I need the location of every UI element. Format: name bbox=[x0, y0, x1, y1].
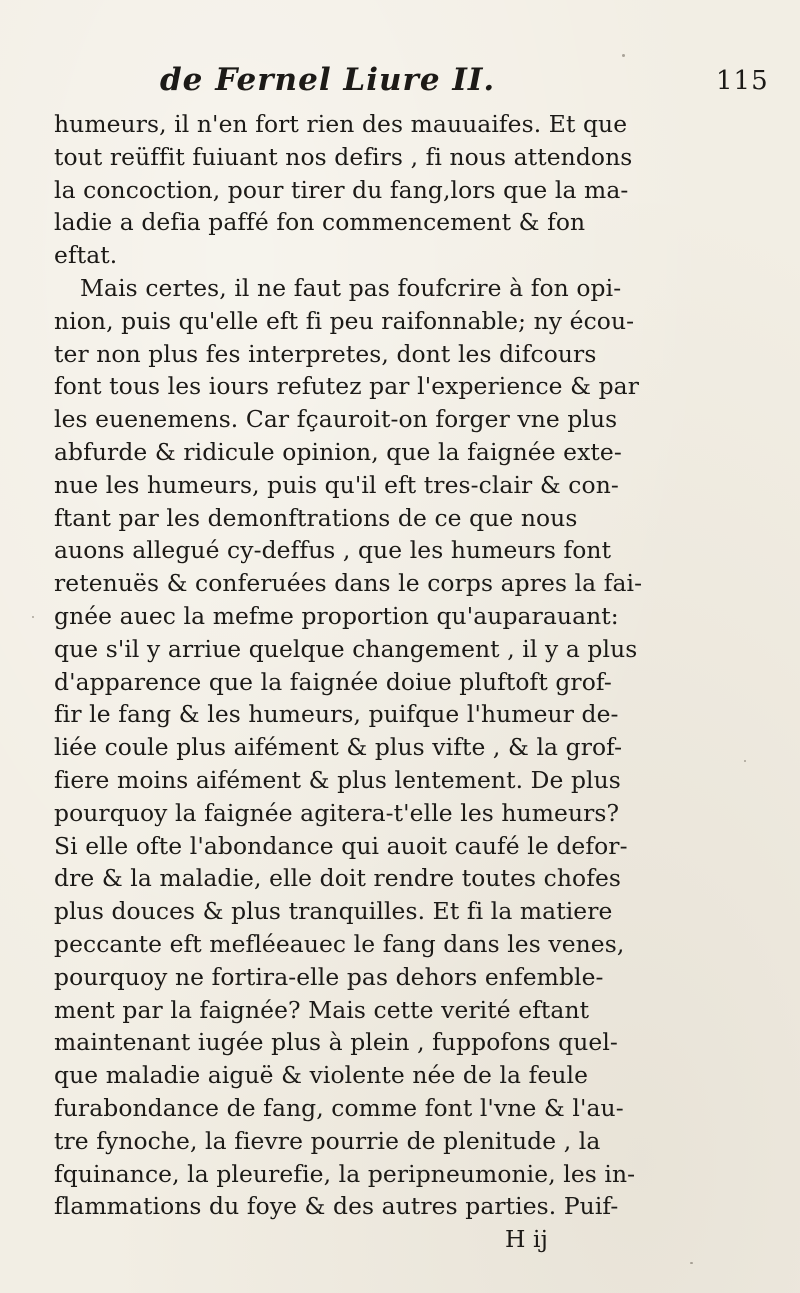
text-line: fquinance, la pleurefie, la peripneumonie, les in- bbox=[54, 1159, 636, 1188]
text-line: les euenemens. Car fçauroit-on forger vne plus bbox=[54, 405, 618, 434]
text-line: maintenant iugée plus à plein , fuppofons quel- bbox=[54, 1028, 618, 1057]
text-line: que s'il y arriue quelque changement , il y a plus bbox=[54, 634, 638, 663]
text-line: pourquoy la faignée agitera-t'elle les humeurs? bbox=[54, 798, 620, 827]
text-line: que maladie aiguë & violente née de la feule bbox=[54, 1061, 589, 1090]
text-line: peccante eft mefléeauec le fang dans les venes, bbox=[54, 929, 625, 958]
text-line: ment par la faignée? Mais cette verité eftant bbox=[54, 995, 590, 1024]
text-line: Si elle ofte l'abondance qui auoit caufé le defor- bbox=[54, 831, 628, 860]
text-line: auons allegué cy-deffus , que les humeurs font bbox=[54, 536, 612, 565]
signature-mark: H ij bbox=[505, 1225, 548, 1254]
text-line: fir le fang & les humeurs, puifque l'humeur de- bbox=[54, 700, 619, 729]
paper-speck bbox=[622, 54, 625, 57]
paper-speck bbox=[744, 760, 746, 762]
text-line: ladie a defia paffé fon commencement & fon bbox=[54, 208, 586, 237]
paper-speck bbox=[32, 616, 34, 618]
text-line: furabondance de fang, comme font l'vne & l'au- bbox=[54, 1093, 624, 1122]
text-line: ftant par les demonftrations de ce que nous bbox=[54, 503, 578, 532]
text-line: dre & la maladie, elle doit rendre toutes chofes bbox=[54, 864, 622, 893]
text-line: fiere moins aifément & plus lentement. De plus bbox=[54, 765, 621, 794]
text-line: gnée auec la mefme proportion qu'auparauant: bbox=[54, 601, 619, 630]
text-line: tre fynoche, la fievre pourrie de plenitude , la bbox=[54, 1126, 601, 1155]
body-text bbox=[50, 108, 770, 1256]
text-line: abfurde & ridicule opinion, que la faignée exte- bbox=[54, 437, 622, 466]
page-number: 115 bbox=[716, 66, 769, 96]
running-head: de Fernel Liure II. bbox=[160, 62, 496, 98]
text-line: nue les humeurs, puis qu'il eft tres-clair & con- bbox=[54, 470, 619, 499]
paper-speck bbox=[690, 1262, 693, 1264]
text-line: plus douces & plus tranquilles. Et fi la matiere bbox=[54, 897, 613, 926]
text-line: flammations du foye & des autres parties. Puif- bbox=[54, 1192, 619, 1221]
text-line: ter non plus fes interpretes, dont les difcours bbox=[54, 339, 597, 368]
text-line: nion, puis qu'elle eft fi peu raifonnable; ny écou- bbox=[54, 306, 635, 335]
text-line: humeurs, il n'en fort rien des mauuaifes. Et que bbox=[54, 110, 628, 138]
text-line: font tous les iours refutez par l'experience & par bbox=[54, 372, 639, 401]
text-line: la concoction, pour tirer du fang,lors que la ma- bbox=[54, 175, 629, 204]
text-line: eftat. bbox=[54, 241, 118, 270]
text-line: Mais certes, il ne faut pas foufcrire à fon opi- bbox=[80, 273, 622, 302]
text-line: d'apparence que la faignée doiue pluftoft grof- bbox=[54, 667, 612, 696]
text-line: pourquoy ne fortira-elle pas dehors enfemble- bbox=[54, 962, 604, 991]
text-line: retenuës & conferuées dans le corps apres la fai- bbox=[54, 569, 643, 598]
text-line: tout reüffit fuiuant nos defirs , fi nous attendons bbox=[54, 142, 633, 171]
page-header bbox=[160, 62, 769, 112]
text-line: liée coule plus aifément & plus vifte , & la grof- bbox=[54, 733, 623, 762]
